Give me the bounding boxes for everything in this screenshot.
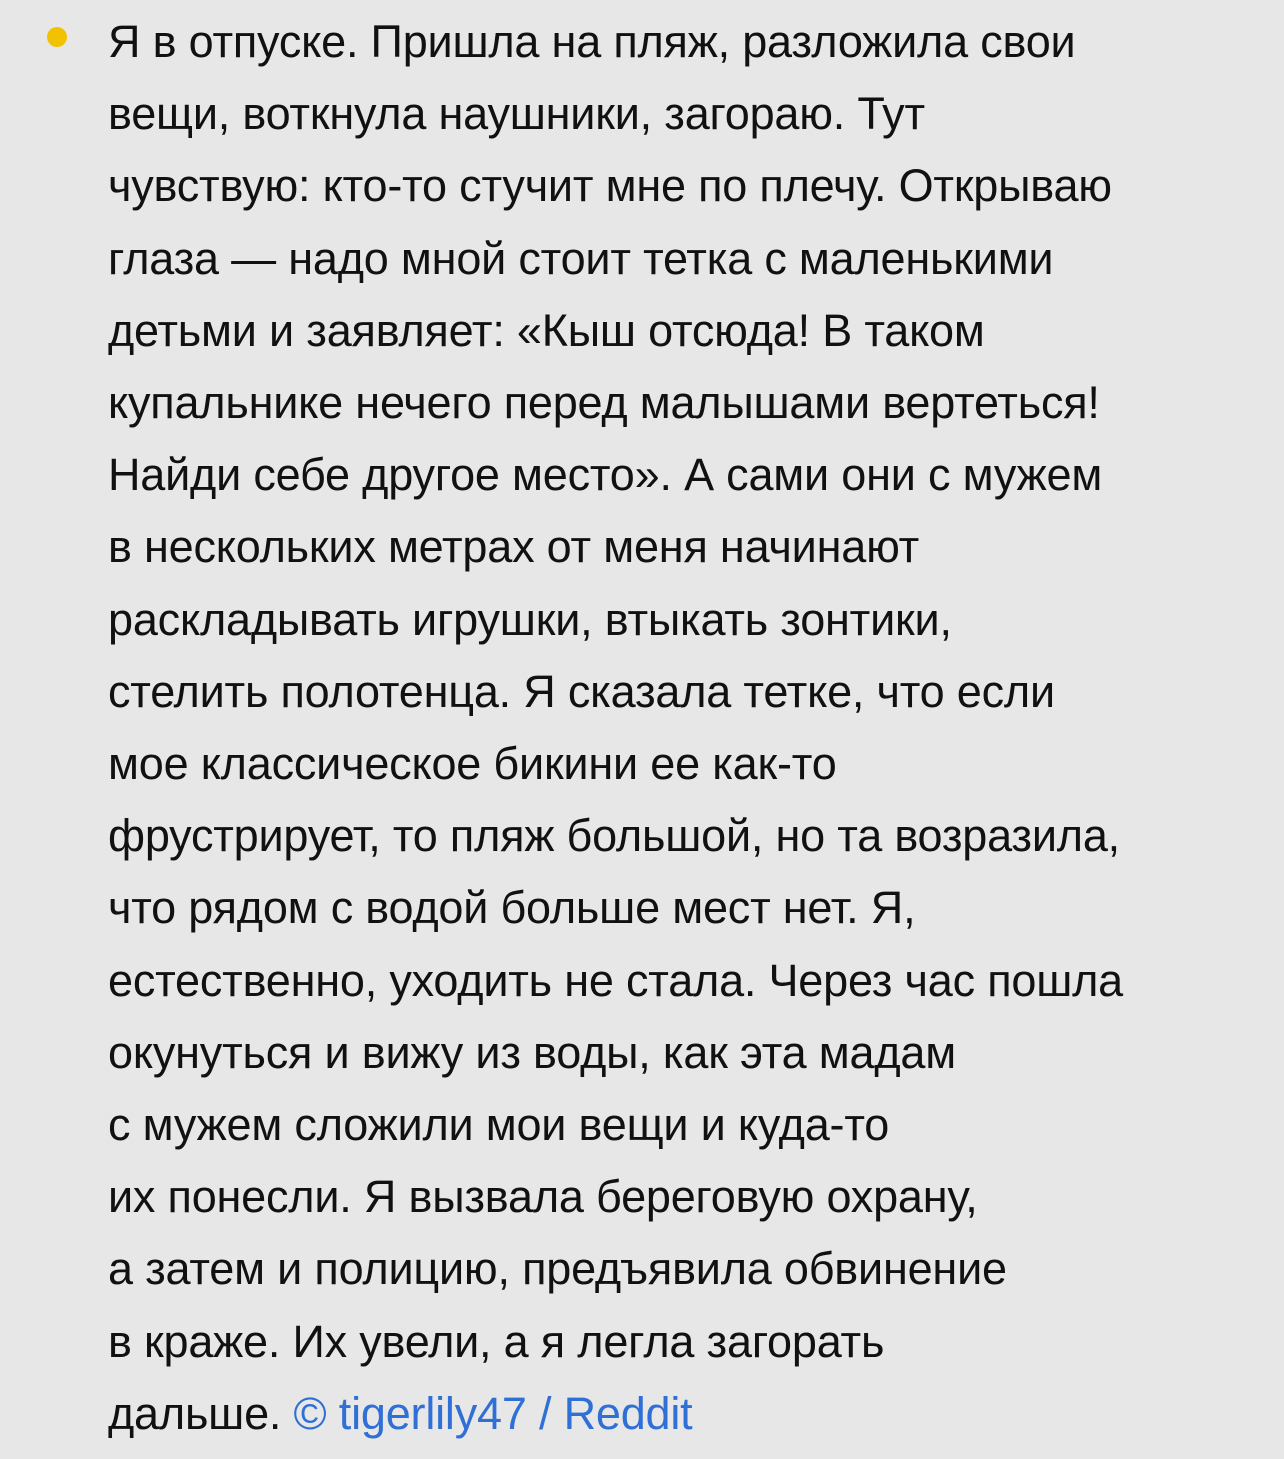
story-line: с мужем сложили мои вещи и куда-то: [108, 1099, 890, 1151]
story-line: Я в отпуске. Пришла на пляж, разложила свои: [108, 16, 1076, 67]
story-last-words: дальше.: [108, 1387, 282, 1439]
story-line: Найди себе другое место». А сами они с мужем: [108, 449, 1103, 501]
story-line: глаза — надо мной стоит тетка с маленькими: [108, 232, 1054, 284]
story-line: стелить полотенца. Я сказала тетке, что если: [108, 665, 1055, 717]
story-text: [108, 6, 1278, 1450]
story-line: в нескольких метрах от меня начинают: [108, 521, 920, 573]
story-line: окунуться и вижу из воды, как эта мадам: [108, 1026, 956, 1078]
story-line: чувствую: кто-то стучит мне по плечу. Открываю: [108, 160, 1112, 212]
story-line: купальнике нечего перед малышами вертеться!: [108, 377, 1100, 429]
story-line: в краже. Их увели, а я легла загорать: [108, 1315, 885, 1367]
story-line: что рядом с водой больше мест нет. Я,: [108, 882, 916, 934]
story-line: вещи, воткнула наушники, загораю. Тут: [108, 88, 925, 140]
credit-link[interactable]: © tigerlily47 / Reddit: [293, 1387, 693, 1439]
story-line: фрустрирует, то пляж большой, но та возразила,: [108, 810, 1120, 862]
bullet-dot-icon: [47, 27, 67, 47]
story-line: естественно, уходить не стала. Через час пошла: [108, 954, 1123, 1006]
story-line: мое классическое бикини ее как-то: [108, 738, 837, 790]
story-last-line: [108, 1378, 1278, 1450]
story-line: их понесли. Я вызвала береговую охрану,: [108, 1171, 978, 1223]
story-line: а затем и полицию, предъявила обвинение: [108, 1243, 1007, 1295]
story-line: раскладывать игрушки, втыкать зонтики,: [108, 593, 952, 645]
story-line: детьми и заявляет: «Кыш отсюда! В таком: [108, 304, 985, 356]
